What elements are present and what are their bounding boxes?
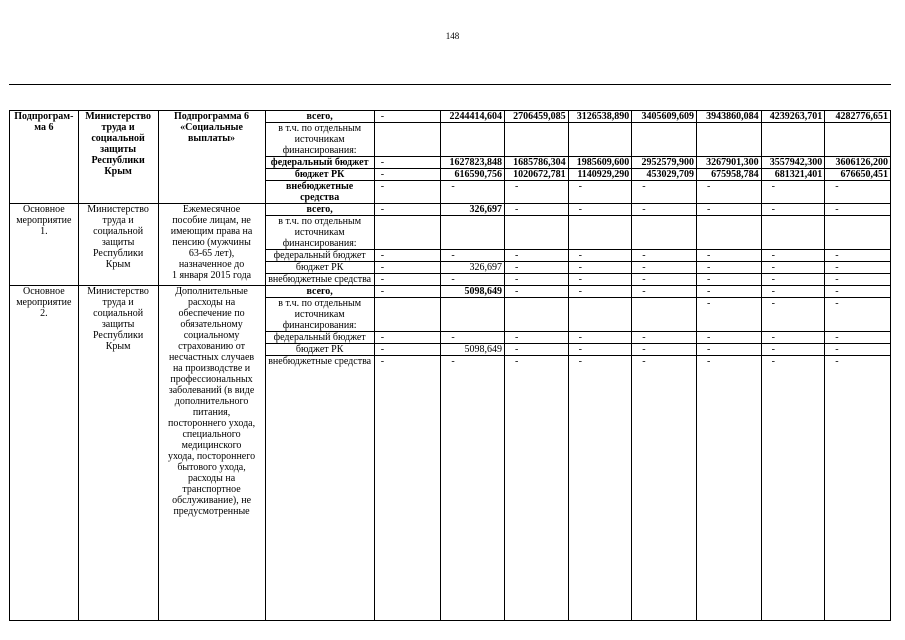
value-cell: -	[568, 262, 632, 274]
executor-cell: Министерство труда и социальной защиты Республики Крым	[78, 204, 158, 286]
value-cell: 453029,709	[632, 169, 697, 181]
value-cell: 675958,784	[696, 169, 761, 181]
funding-source-cell: всего,	[265, 204, 374, 216]
table-row	[10, 204, 891, 216]
value-cell: 681321,401	[761, 169, 825, 181]
table-row	[10, 111, 891, 123]
value-cell: 3557942,300	[761, 157, 825, 169]
value-cell	[632, 298, 697, 332]
value-cell: 3405609,609	[632, 111, 697, 123]
funding-dash-cell: -	[374, 344, 441, 356]
value-cell: -	[632, 286, 697, 298]
funding-dash-cell	[374, 216, 441, 250]
value-cell	[696, 123, 761, 157]
value-cell: 1985609,600	[568, 157, 632, 169]
funding-dash-cell: -	[374, 286, 441, 298]
value-cell: -	[505, 274, 569, 286]
value-cell: 3126538,890	[568, 111, 632, 123]
value-cell: 3943860,084	[696, 111, 761, 123]
value-cell: 1020672,781	[505, 169, 569, 181]
value-cell: -	[761, 332, 825, 344]
value-cell: -	[505, 344, 569, 356]
funding-source-cell: бюджет РК	[265, 169, 374, 181]
value-cell: -	[825, 204, 891, 216]
funding-source-cell: всего,	[265, 286, 374, 298]
value-cell: -	[441, 250, 505, 262]
funding-source-cell: всего,	[265, 111, 374, 123]
funding-dash-cell: -	[374, 274, 441, 286]
value-cell: -	[632, 356, 697, 621]
funding-source-cell: федеральный бюджет	[265, 332, 374, 344]
value-cell: -	[632, 274, 697, 286]
value-cell: -	[632, 181, 697, 204]
value-cell: -	[505, 262, 569, 274]
value-cell: -	[761, 298, 825, 332]
funding-source-cell: внебюджетные средства	[265, 181, 374, 204]
value-cell: -	[441, 181, 505, 204]
funding-source-cell: бюджет РК	[265, 344, 374, 356]
value-cell	[825, 216, 891, 250]
value-cell: -	[632, 344, 697, 356]
value-cell: -	[568, 332, 632, 344]
value-cell	[568, 216, 632, 250]
funding-source-cell: в т.ч. по отдельным источникам финансирования:	[265, 298, 374, 332]
value-cell: -	[825, 298, 891, 332]
funding-dash-cell: -	[374, 356, 441, 621]
value-cell: -	[761, 250, 825, 262]
funding-dash-cell: -	[374, 111, 441, 123]
value-cell: -	[568, 356, 632, 621]
value-cell	[441, 298, 505, 332]
value-cell: 2706459,085	[505, 111, 569, 123]
table-row	[10, 286, 891, 298]
value-cell: -	[696, 344, 761, 356]
value-cell: -	[696, 250, 761, 262]
value-cell: 5098,649	[441, 344, 505, 356]
funding-dash-cell: -	[374, 181, 441, 204]
value-cell: -	[505, 181, 569, 204]
funding-source-cell: федеральный бюджет	[265, 250, 374, 262]
value-cell	[505, 123, 569, 157]
funding-source-cell: внебюджетные средства	[265, 274, 374, 286]
program-name-cell: Подпрограм- ма 6	[10, 111, 79, 204]
description-cell: Подпрограмма 6 «Социальные выплаты»	[158, 111, 265, 204]
funding-dash-cell	[374, 123, 441, 157]
value-cell: -	[825, 274, 891, 286]
value-cell: -	[761, 344, 825, 356]
value-cell: -	[825, 262, 891, 274]
value-cell	[761, 216, 825, 250]
program-name-cell: Основное мероприятие 2.	[10, 286, 79, 621]
executor-cell: Министерство труда и социальной защиты Республики Крым	[78, 111, 158, 204]
value-cell: -	[505, 356, 569, 621]
funding-dash-cell	[374, 298, 441, 332]
value-cell	[696, 216, 761, 250]
value-cell	[761, 123, 825, 157]
value-cell: -	[441, 332, 505, 344]
page-number: 148	[445, 31, 460, 41]
value-cell: -	[568, 181, 632, 204]
value-cell: -	[761, 286, 825, 298]
funding-source-cell: федеральный бюджет	[265, 157, 374, 169]
value-cell	[505, 298, 569, 332]
value-cell: -	[505, 250, 569, 262]
value-cell	[568, 123, 632, 157]
value-cell: 2244414,604	[441, 111, 505, 123]
value-cell: -	[825, 181, 891, 204]
value-cell: -	[632, 204, 697, 216]
value-cell	[568, 298, 632, 332]
value-cell: -	[632, 332, 697, 344]
value-cell: -	[568, 274, 632, 286]
value-cell: 3606126,200	[825, 157, 891, 169]
value-cell	[505, 216, 569, 250]
funding-dash-cell: -	[374, 262, 441, 274]
value-cell: -	[696, 274, 761, 286]
value-cell: -	[761, 262, 825, 274]
value-cell: -	[505, 204, 569, 216]
value-cell: -	[825, 286, 891, 298]
value-cell: 5098,649	[441, 286, 505, 298]
description-cell: Ежемесячное пособие лицам, не имеющим права на пенсию (мужчины 63-65 лет), назначенное до 1 января 2015 года	[158, 204, 265, 286]
value-cell: -	[696, 356, 761, 621]
value-cell: -	[568, 204, 632, 216]
value-cell: 326,697	[441, 204, 505, 216]
value-cell: 4239263,701	[761, 111, 825, 123]
table-body	[10, 111, 891, 621]
value-cell: 676650,451	[825, 169, 891, 181]
funding-source-cell: внебюджетные средства	[265, 356, 374, 621]
value-cell: -	[505, 286, 569, 298]
value-cell: -	[761, 181, 825, 204]
value-cell: -	[632, 262, 697, 274]
executor-cell: Министерство труда и социальной защиты Республики Крым	[78, 286, 158, 621]
value-cell: 616590,756	[441, 169, 505, 181]
value-cell: 1685786,304	[505, 157, 569, 169]
description-cell: Дополнительные расходы на обеспечение по обязательному социальному страхованию от несчастных случаев на производстве и профессиональных заболеваний (в виде дополнительного питания, постороннего ухода, специального медицинского ухода, постороннего бытового ухода, расходы на транспортное обслуживание), не предусмотренные	[158, 286, 265, 621]
funding-source-cell: в т.ч. по отдельным источникам финансирования:	[265, 123, 374, 157]
header-rule	[9, 84, 891, 85]
program-name-cell: Основное мероприятие 1.	[10, 204, 79, 286]
value-cell: -	[825, 344, 891, 356]
value-cell: -	[761, 204, 825, 216]
financing-table	[9, 110, 891, 621]
value-cell: 2952579,900	[632, 157, 697, 169]
value-cell	[632, 123, 697, 157]
value-cell: -	[696, 181, 761, 204]
value-cell: -	[696, 286, 761, 298]
value-cell: 4282776,651	[825, 111, 891, 123]
value-cell	[632, 216, 697, 250]
funding-dash-cell: -	[374, 204, 441, 216]
value-cell: -	[696, 204, 761, 216]
value-cell: 1140929,290	[568, 169, 632, 181]
funding-source-cell: в т.ч. по отдельным источникам финансирования:	[265, 216, 374, 250]
value-cell: 326,697	[441, 262, 505, 274]
value-cell: -	[568, 344, 632, 356]
value-cell: -	[696, 262, 761, 274]
value-cell: -	[696, 332, 761, 344]
value-cell: -	[761, 356, 825, 621]
value-cell	[441, 216, 505, 250]
value-cell: 1627823,848	[441, 157, 505, 169]
value-cell: -	[825, 356, 891, 621]
value-cell: -	[505, 332, 569, 344]
value-cell: -	[441, 356, 505, 621]
funding-dash-cell: -	[374, 169, 441, 181]
value-cell: -	[441, 274, 505, 286]
value-cell: -	[825, 332, 891, 344]
funding-source-cell: бюджет РК	[265, 262, 374, 274]
value-cell: -	[696, 298, 761, 332]
value-cell: 3267901,300	[696, 157, 761, 169]
value-cell: -	[761, 274, 825, 286]
value-cell: -	[568, 250, 632, 262]
value-cell: -	[632, 250, 697, 262]
value-cell: -	[568, 286, 632, 298]
funding-dash-cell: -	[374, 157, 441, 169]
value-cell	[825, 123, 891, 157]
value-cell	[441, 123, 505, 157]
value-cell: -	[825, 250, 891, 262]
funding-dash-cell: -	[374, 250, 441, 262]
funding-dash-cell: -	[374, 332, 441, 344]
